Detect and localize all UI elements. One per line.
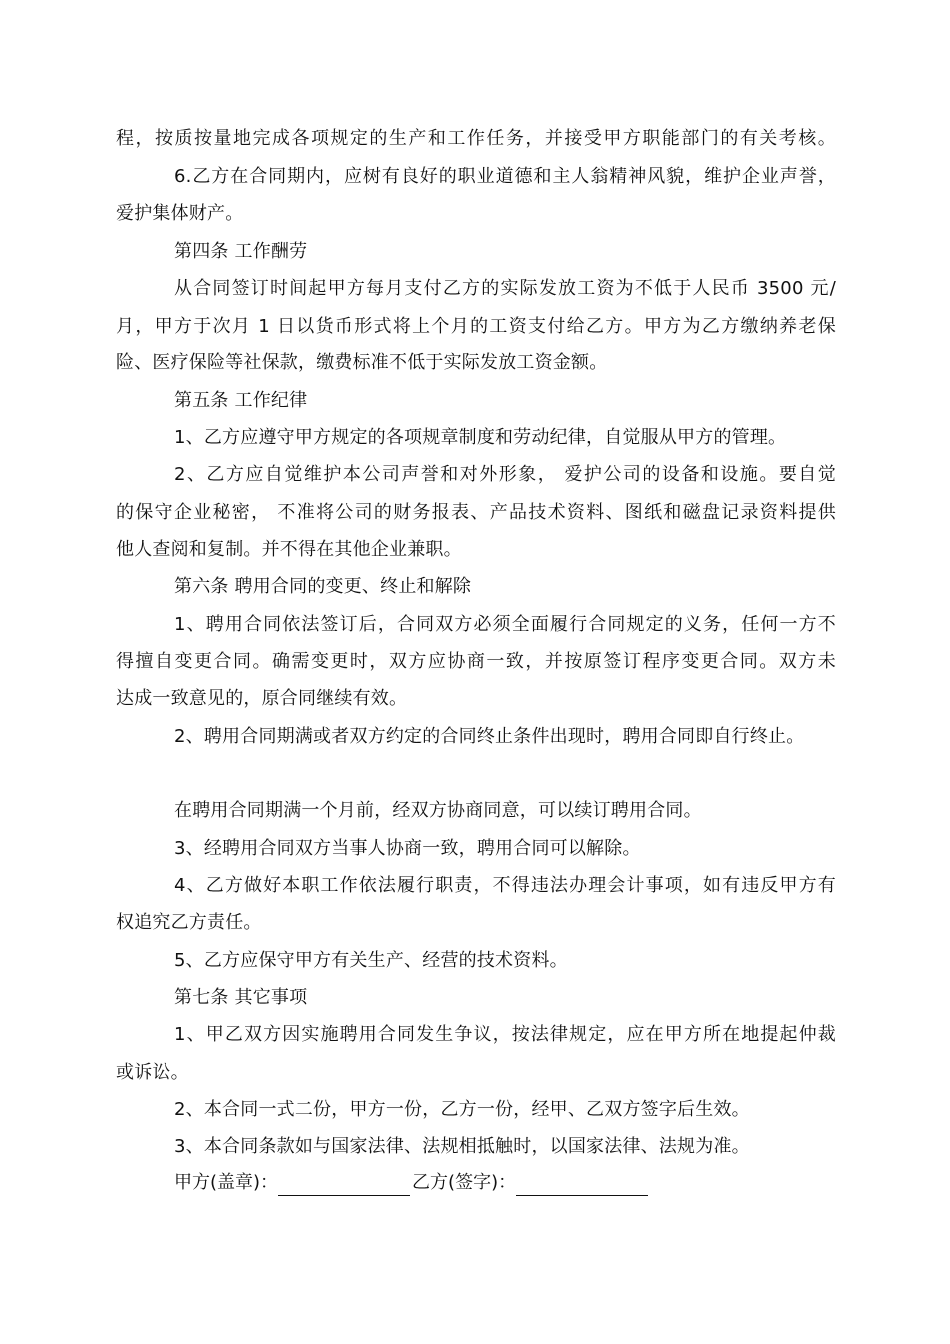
text-line: 得擅自变更合同。确需变更时，双方应协商一致，并按原签订程序变更合同。双方未 <box>116 651 836 672</box>
text-line: 1、甲乙双方因实施聘用合同发生争议，按法律规定，应在甲方所在地提起仲裁 <box>174 1024 836 1045</box>
party-b-label: 乙方(签字)： <box>412 1172 517 1193</box>
section-heading: 第七条 其它事项 <box>174 987 308 1008</box>
text-line: 在聘用合同期满一个月前，经双方协商同意，可以续订聘用合同。 <box>174 800 702 821</box>
text-line: 2、乙方应自觉维护本公司声誉和对外形象， 爱护公司的设备和设施。要自觉 <box>174 464 836 485</box>
text-line: 1、聘用合同依法签订后，合同双方必须全面履行合同规定的义务，任何一方不 <box>174 614 836 635</box>
text-line: 权追究乙方责任。 <box>116 912 262 933</box>
party-a-signature-blank <box>278 1175 410 1196</box>
text-line: 程，按质按量地完成各项规定的生产和工作任务，并接受甲方职能部门的有关考核。 <box>116 128 836 149</box>
text-line: 5、乙方应保守甲方有关生产、经营的技术资料。 <box>174 950 568 971</box>
text-line: 3、经聘用合同双方当事人协商一致，聘用合同可以解除。 <box>174 838 641 859</box>
text-line: 1、乙方应遵守甲方规定的各项规章制度和劳动纪律，自觉服从甲方的管理。 <box>174 427 787 448</box>
text-line: 爱护集体财产。 <box>116 203 244 224</box>
text-line: 他人查阅和复制。并不得在其他企业兼职。 <box>116 539 462 560</box>
text-line: 或诉讼。 <box>116 1062 189 1083</box>
section-heading: 第五条 工作纪律 <box>174 390 308 411</box>
signature-row <box>174 1170 650 1196</box>
text-line: 3、本合同条款如与国家法律、法规相抵触时，以国家法律、法规为准。 <box>174 1136 750 1157</box>
text-line: 2、本合同一式二份，甲方一份，乙方一份，经甲、乙双方签字后生效。 <box>174 1099 750 1120</box>
text-line: 6.乙方在合同期内，应树有良好的职业道德和主人翁精神风貌，维护企业声誉， <box>174 166 836 187</box>
text-line: 的保守企业秘密， 不准将公司的财务报表、产品技术资料、图纸和磁盘记录资料提供 <box>116 502 836 523</box>
party-a-label: 甲方(盖章)： <box>174 1172 279 1193</box>
text-line: 月，甲方于次月 1 日以货币形式将上个月的工资支付给乙方。甲方为乙方缴纳养老保 <box>116 316 836 337</box>
text-line: 从合同签订时间起甲方每月支付乙方的实际发放工资为不低于人民币 3500 元/ <box>174 278 836 299</box>
text-line: 4、乙方做好本职工作依法履行职责，不得违法办理会计事项，如有违反甲方有 <box>174 875 836 896</box>
party-b-signature-blank <box>516 1175 648 1196</box>
text-line: 达成一致意见的，原合同继续有效。 <box>116 688 408 709</box>
text-line: 2、聘用合同期满或者双方约定的合同终止条件出现时，聘用合同即自行终止。 <box>174 726 805 747</box>
text-line: 险、医疗保险等社保款，缴费标准不低于实际发放工资金额。 <box>116 352 608 373</box>
section-heading: 第六条 聘用合同的变更、终止和解除 <box>174 576 472 597</box>
section-heading: 第四条 工作酬劳 <box>174 241 308 262</box>
